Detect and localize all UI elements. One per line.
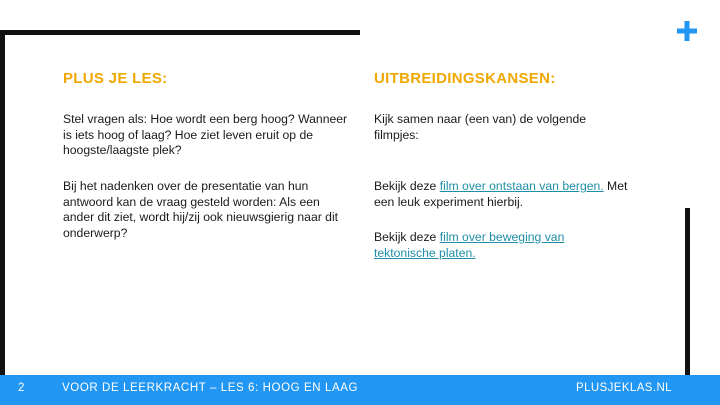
right-paragraph-1: Kijk samen naar (een van) de volgende filmpjes: bbox=[374, 112, 587, 142]
right-paragraph-2-suffix: Met een leuk experiment hierbij. bbox=[374, 179, 628, 209]
footer-site-link[interactable]: PLUSJEKLAS.NL bbox=[576, 382, 672, 394]
left-paragraph-2: Bij het nadenken over de presentatie van hun antwoord kan de vraag gesteld worden: Als een ander dit ziet, wordt hij/zij ook nieuwsgierig naar dit onderwerp? bbox=[63, 179, 339, 240]
right-paragraph-2-prefix: Bekijk deze bbox=[374, 179, 440, 193]
plus-icon bbox=[676, 20, 698, 42]
right-heading: UITBREIDINGSKANSEN: bbox=[374, 70, 556, 87]
left-paragraph-1: Stel vragen als: Hoe wordt een berg hoog? Wanneer is iets hoog of laag? Hoe ziet leven eruit op de hoogste/laagste plek? bbox=[63, 112, 348, 158]
right-paragraph-3 bbox=[374, 230, 619, 261]
frame-left-line bbox=[0, 30, 5, 375]
footer-title: VOOR DE LEERKRACHT – LES 6: HOOG EN LAAG bbox=[62, 382, 359, 394]
page-number: 2 bbox=[18, 382, 25, 394]
frame-top-line bbox=[0, 30, 360, 35]
right-paragraph-2 bbox=[374, 179, 649, 210]
left-heading: PLUS JE LES: bbox=[63, 70, 168, 87]
film-link-platen[interactable]: film over beweging van tektonische platen. bbox=[374, 230, 565, 260]
film-link-bergen[interactable]: film over ontstaan van bergen. bbox=[439, 179, 604, 193]
frame-right-line bbox=[685, 208, 690, 375]
right-paragraph-3-prefix: Bekijk deze bbox=[374, 230, 440, 244]
